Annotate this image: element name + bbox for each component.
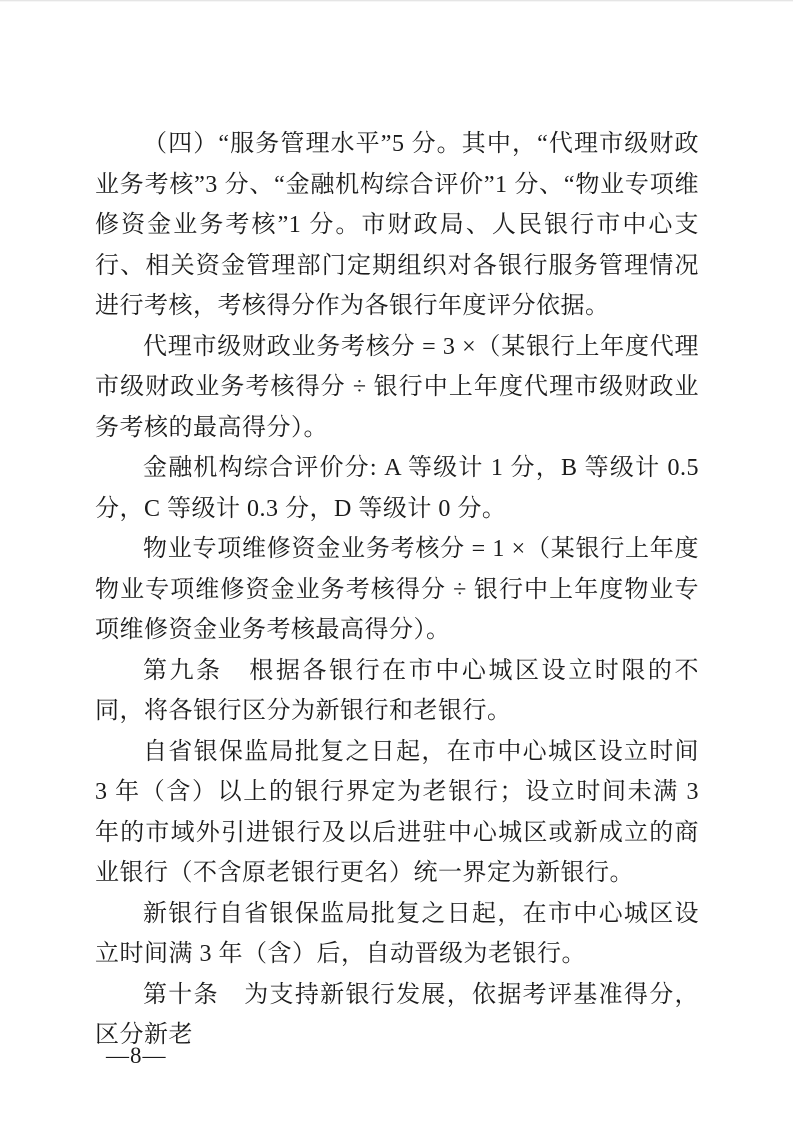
paragraph-fiscal-agency-formula: 代理市级财政业务考核分 = 3 ×（某银行上年度代理市级财政业务考核得分 ÷ 银行中上年度代理市级财政业务考核的最高得分）。 [95, 333, 699, 441]
document-body [95, 124, 699, 1056]
paragraph-article-9: 第九条 根据各银行在市中心城区设立时限的不同，将各银行区分为新银行和老银行。 [95, 657, 699, 724]
paragraph-old-bank-definition: 自省银保监局批复之日起，在市中心城区设立时间 3 年（含）以上的银行界定为老银行；设立时间未满 3 年的市域外引进银行及以后进驻中心城区或新成立的商业银行（不含原老银行更名）统一界定为新银行。 [95, 738, 699, 886]
paragraph-article-10: 第十条 为支持新银行发展，依据考评基准得分，区分新老 [95, 981, 699, 1048]
paragraph-service-management-score: （四）“服务管理水平”5 分。其中，“代理市级财政业务考核”3 分、“金融机构综合评价”1 分、“物业专项维修资金业务考核”1 分。市财政局、人民银行市中心支行、相关资金管理部门定期组织对各银行服务管理情况进行考核，考核得分作为各银行年度评分依据。 [95, 131, 699, 319]
scan-artifact-top-edge [0, 0, 793, 2]
paragraph-property-maintenance-fund-formula: 物业专项维修资金业务考核分 = 1 ×（某银行上年度物业专项维修资金业务考核得分 ÷ 银行中上年度物业专项维修资金业务考核最高得分）。 [95, 536, 699, 643]
paragraph-financial-institution-rating: 金融机构综合评价分: A 等级计 1 分，B 等级计 0.5 分，C 等级计 0.3 分，D 等级计 0 分。 [95, 455, 699, 522]
page-number: —8— [106, 1043, 167, 1068]
paragraph-new-bank-promotion: 新银行自省银保监局批复之日起，在市中心城区设立时间满 3 年（含）后，自动晋级为老银行。 [95, 900, 699, 967]
